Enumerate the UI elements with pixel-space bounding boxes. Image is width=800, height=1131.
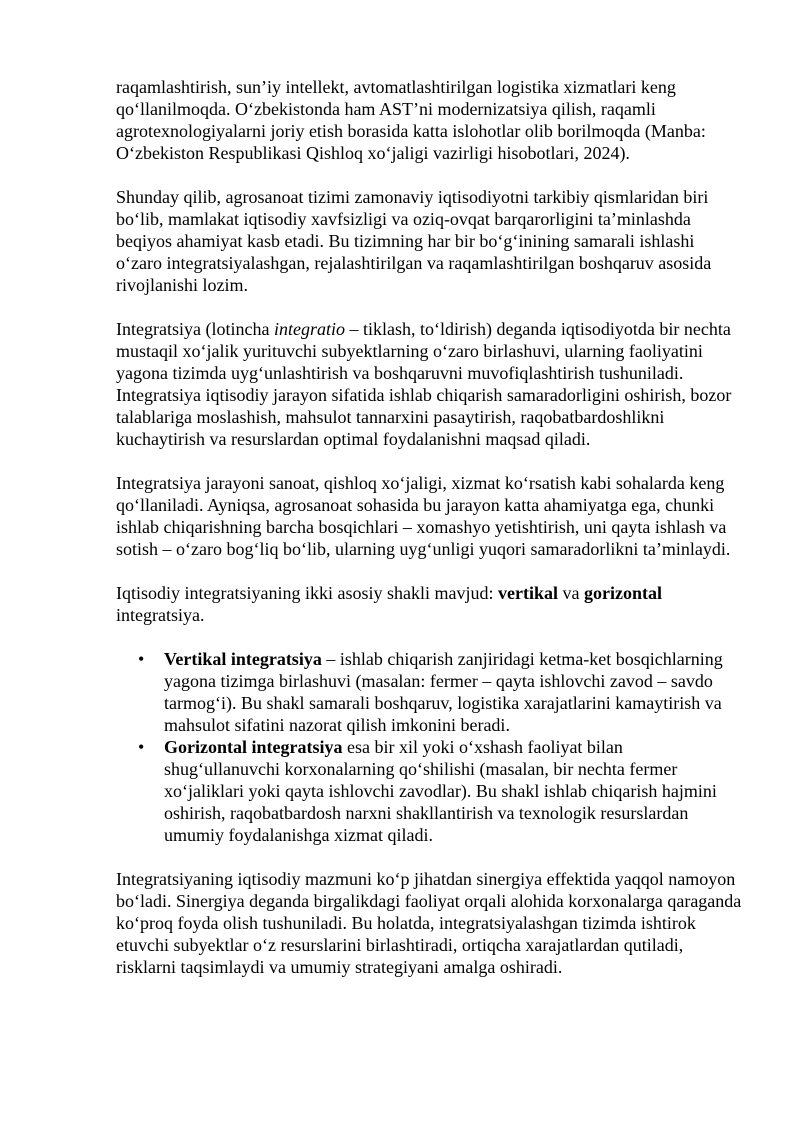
forms-conjunction: va: [557, 583, 584, 603]
list-item-term: Gorizontal integratsiya: [164, 737, 343, 757]
paragraph-integration-forms: [116, 582, 742, 626]
list-item-text: – ishlab chiqarish zanjiridagi ketma-ket bosqichlarning yagona tizimga birlashuvi (masalan: fermer – qayta ishlovchi zavod – savdo tarmog‘i). Bu shakl samarali boshqaruv, logistika xarajatlarini kamaytirish va mahsulot sifatini nazorat qilish imkonini beradi.: [164, 649, 723, 735]
latin-term: integratio: [273, 319, 345, 339]
forms-text-end: integratsiya.: [116, 605, 205, 625]
list-item-term: Vertikal integratsiya: [164, 649, 322, 669]
list-item-horizontal: [116, 736, 742, 846]
definition-text-start: Integratsiya (lotincha: [116, 319, 274, 339]
paragraph-integration-definition: [116, 318, 742, 450]
term-vertical: vertikal: [497, 583, 558, 603]
definition-text-rest: – tiklash, to‘ldirish) deganda iqtisodiyotda bir nechta mustaqil xo‘jalik yurituvchi subyektlarning o‘zaro birlashuvi, ularning faoliyatini yagona tizimda uyg‘unlashtirish va boshqaruvni muvofiqlashtirish tushuniladi. Integratsiya iqtisodiy jarayon sifatida ishlab chiqarish samaradorligini oshirish, bozor talablariga moslashish, mahsulot tannarxini pasaytirish, raqobatbardoshlikni kuchaytirish va resurslardan optimal foydalanishni maqsad qiladi.: [116, 319, 732, 449]
paragraph-synergy: Integratsiyaning iqtisodiy mazmuni ko‘p jihatdan sinergiya effektida yaqqol namoyon bo‘ladi. Sinergiya deganda birgalikdagi faoliyat orqali alohida korxonalarga qaraganda ko‘proq foyda olish tushuniladi. Bu holatda, integratsiyalashgan tizimda ishtirok etuvchi subyektlar o‘z resurslarini birlashtiradi, ortiqcha xarajatlardan qutiladi, risklarni taqsimlaydi va umumiy strategiyani amalga oshiradi.: [116, 869, 742, 977]
list-item-text: esa bir xil yoki o‘xshash faoliyat bilan shug‘ullanuvchi korxonalarning qo‘shilishi (masalan, bir nechta fermer xo‘jaliklari yoki qayta ishlovchi zavodlar). Bu shakl ishlab chiqarish hajmini oshirish, raqobatbardosh narxni shakllantirish va texnologik resurslardan umumiy foydalanishga xizmat qiladi.: [164, 737, 717, 845]
bullet-icon: •: [138, 649, 145, 669]
term-horizontal: gorizontal: [583, 583, 662, 603]
list-item-vertical: [116, 648, 742, 736]
paragraph-integration-process: Integratsiya jarayoni sanoat, qishloq xo‘jaligi, xizmat ko‘rsatish kabi sohalarda keng qo‘llaniladi. Ayniqsa, agrosanoat sohasida bu jarayon katta ahamiyatga ega, chunki ishlab chiqarishning barcha bosqichlari – xomashyo yetishtirish, uni qayta ishlash va sotish – o‘zaro bog‘liq bo‘lib, ularning uyg‘unligi yuqori samaradorlikni ta’minlaydi.: [116, 473, 731, 559]
paragraph-agro-system: Shunday qilib, agrosanoat tizimi zamonaviy iqtisodiyotni tarkibiy qismlaridan biri bo‘lib, mamlakat iqtisodiy xavfsizligi va oziq-ovqat barqarorligini ta’minlashda beqiyos ahamiyat kasb etadi. Bu tizimning har bir bo‘g‘inining samarali ishlashi o‘zaro integratsiyalashgan, rejalashtirilgan va raqamlashtirilgan boshqaruv asosida rivojlanishi lozim.: [116, 187, 712, 295]
bullet-icon: •: [138, 737, 145, 757]
integration-types-list: [116, 648, 742, 846]
paragraph-intro-continuation: raqamlashtirish, sun’iy intellekt, avtomatlashtirilgan logistika xizmatlari keng qo‘llanilmoqda. O‘zbekistonda ham AST’ni modernizatsiya qilish, raqamli agrotexnologiyalarni joriy etish borasida katta islohotlar olib borilmoqda (Manba: O‘zbekiston Respublikasi Qishloq xo‘jaligi vazirligi hisobotlari, 2024).: [116, 77, 706, 163]
forms-text-start: Iqtisodiy integratsiyaning ikki asosiy shakli mavjud:: [116, 583, 498, 603]
